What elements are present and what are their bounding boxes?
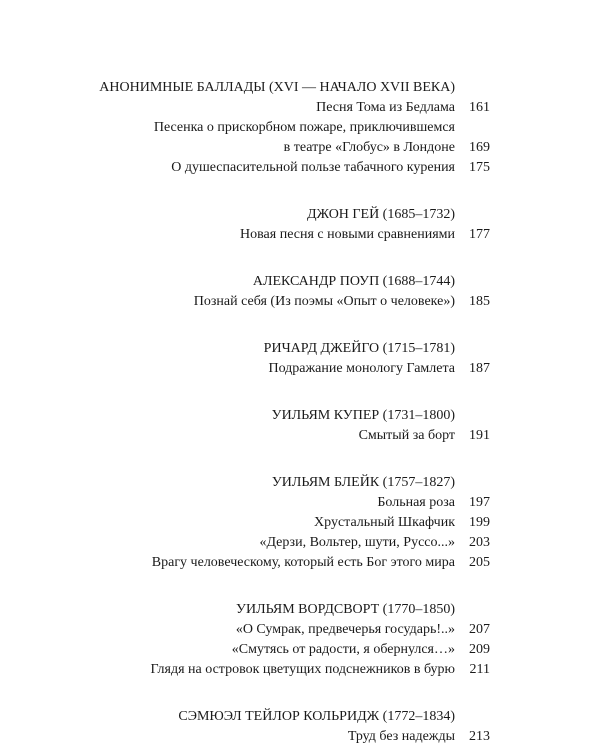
section-gap xyxy=(60,245,490,272)
entry-title: Глядя на островок цветущих подснежников в бурю xyxy=(150,662,455,677)
entry-page xyxy=(455,118,490,138)
entry-page: 185 xyxy=(469,294,490,309)
section-gap xyxy=(60,446,490,473)
entry-page: 209 xyxy=(469,642,490,657)
entry-page: 213 xyxy=(469,729,490,744)
entry-title: Песенка о прискорбном пожаре, приключившемся xyxy=(153,120,455,135)
entry-page: 205 xyxy=(469,555,490,570)
entry-title: Познай себя (Из поэмы «Опыт о человеке») xyxy=(193,294,455,309)
entry-page: 191 xyxy=(469,428,490,443)
toc-entry[interactable] xyxy=(60,640,490,660)
toc-section xyxy=(60,272,490,312)
entry-title: О душеспасительной пользе табачного курения xyxy=(171,160,455,175)
section-author: ДЖОН ГЕЙ (1685–1732) xyxy=(306,207,455,222)
entry-title: «Дерзи, Вольтер, шути, Руссо...» xyxy=(259,535,455,550)
toc-entry[interactable] xyxy=(60,620,490,640)
toc-entry[interactable] xyxy=(60,118,490,138)
entry-page: 207 xyxy=(469,622,490,637)
entry-title: в театре «Глобус» в Лондоне xyxy=(283,140,455,155)
toc-entry[interactable] xyxy=(60,158,490,178)
section-gap xyxy=(60,312,490,339)
entry-title: Подражание монологу Гамлета xyxy=(268,361,455,376)
section-author: АЛЕКСАНДР ПОУП (1688–1744) xyxy=(252,274,455,289)
toc-section xyxy=(60,707,490,747)
entry-page: 175 xyxy=(469,160,490,175)
entry-title: Врагу человеческому, который есть Бог этого мира xyxy=(151,555,455,570)
section-gap xyxy=(60,680,490,707)
toc-entry[interactable] xyxy=(60,138,490,158)
entry-title: «Смутясь от радости, я обернулся…» xyxy=(231,642,455,657)
section-author: УИЛЬЯМ БЛЕЙК (1757–1827) xyxy=(271,475,455,490)
entry-title: Новая песня с новыми сравнениями xyxy=(240,227,455,242)
toc-section xyxy=(60,205,490,245)
toc-entry[interactable] xyxy=(60,98,490,118)
section-gap xyxy=(60,379,490,406)
toc-entry[interactable] xyxy=(60,727,490,747)
toc-entry[interactable] xyxy=(60,225,490,245)
toc-section xyxy=(60,473,490,573)
entry-page: 177 xyxy=(469,227,490,242)
section-author: АНОНИМНЫЕ БАЛЛАДЫ (XVI — НАЧАЛО XVII ВЕКА) xyxy=(99,80,455,95)
entry-title: «О Сумрак, предвечерья государь!..» xyxy=(235,622,455,637)
toc-entry[interactable] xyxy=(60,493,490,513)
entry-title: Песня Тома из Бедлама xyxy=(316,100,455,115)
section-gap xyxy=(60,178,490,205)
toc-entry[interactable] xyxy=(60,426,490,446)
section-author: УИЛЬЯМ КУПЕР (1731–1800) xyxy=(271,408,455,423)
entry-title: Хрустальный Шкафчик xyxy=(314,515,455,530)
entry-page: 161 xyxy=(469,100,490,115)
entry-page: 197 xyxy=(469,495,490,510)
toc-section xyxy=(60,78,490,178)
toc-section xyxy=(60,339,490,379)
entry-title: Труд без надежды xyxy=(347,729,455,744)
entry-page: 203 xyxy=(469,535,490,550)
entry-title: Смытый за борт xyxy=(358,428,455,443)
toc-entry[interactable] xyxy=(60,533,490,553)
entry-page: 187 xyxy=(469,361,490,376)
toc-entry[interactable] xyxy=(60,553,490,573)
toc-entry[interactable] xyxy=(60,513,490,533)
toc-section xyxy=(60,406,490,446)
toc-entry[interactable] xyxy=(60,292,490,312)
section-author: УИЛЬЯМ ВОРДСВОРТ (1770–1850) xyxy=(236,602,455,617)
section-author: РИЧАРД ДЖЕЙГО (1715–1781) xyxy=(263,341,455,356)
table-of-contents xyxy=(60,78,490,747)
entry-page: 199 xyxy=(469,515,490,530)
toc-entry[interactable] xyxy=(60,660,490,680)
entry-title: Больная роза xyxy=(377,495,455,510)
section-gap xyxy=(60,573,490,600)
section-author: СЭМЮЭЛ ТЕЙЛОР КОЛЬРИДЖ (1772–1834) xyxy=(178,709,455,724)
toc-entry[interactable] xyxy=(60,359,490,379)
entry-page: 211 xyxy=(469,662,490,677)
entry-page: 169 xyxy=(469,140,490,155)
toc-section xyxy=(60,600,490,680)
